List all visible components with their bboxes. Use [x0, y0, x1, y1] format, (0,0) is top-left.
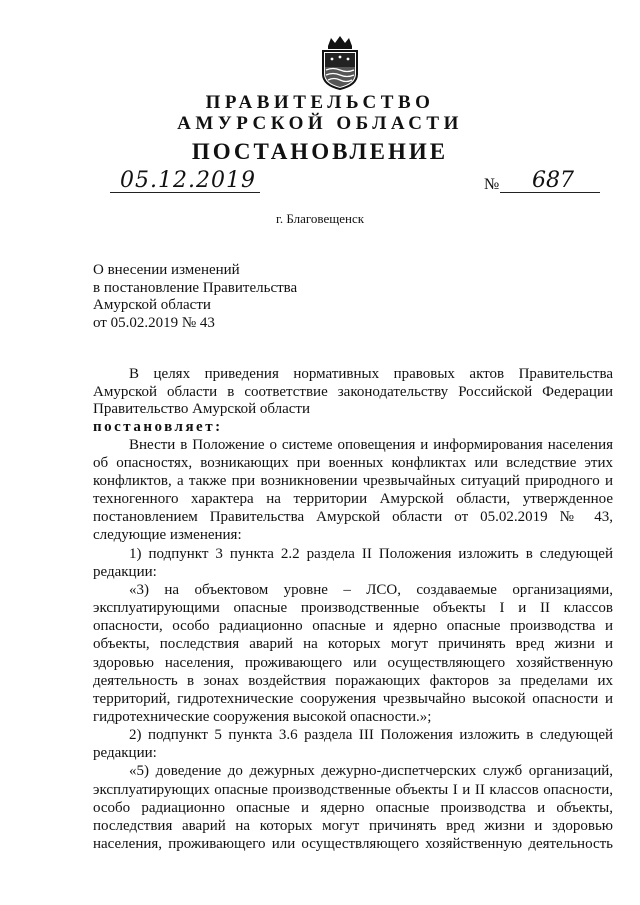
body-line: гидротехнические сооружения высокой опасности.»;: [93, 709, 432, 725]
body-line: техногенного характера на территории Амурской области, утвержденное: [93, 491, 613, 507]
subject-line: от 05.02.2019 № 43: [93, 314, 215, 331]
city: г. Благовещенск: [275, 211, 365, 226]
document-number: 687: [532, 168, 574, 193]
body-line: 1) подпункт 3 пункта 2.2 раздела II Положения изложить в следующей: [129, 546, 613, 562]
subject-line: О внесении изменений: [93, 262, 240, 278]
subject-line: Амурской области: [93, 297, 211, 314]
body-line: объекты, последствия аварий на которых могут причинять вред жизни и: [93, 636, 613, 652]
body-line: следующие изменения:: [93, 527, 242, 543]
body-line: Внести в Положение о системе оповещения и информирования населения: [129, 437, 613, 453]
body-line: «5) доведение до дежурных дежурно-диспетчерских служб организаций,: [129, 763, 613, 779]
document-date: 05.12.2019: [120, 168, 256, 193]
body-line: здоровью населения, проживающего или осуществляющего хозяйственную: [93, 655, 613, 671]
body-line: «3) на объектовом уровне – ЛСО, создаваемые организациями,: [129, 582, 613, 598]
body-line: редакции:: [93, 564, 157, 580]
body-line: деятельность в зонах воздействия поражающих факторов за пределами их: [93, 673, 613, 689]
body-line: Правительство Амурской области: [93, 401, 311, 417]
body-line: постановлением Правительства Амурской области от 05.02.2019 № 43,: [93, 509, 613, 525]
body-line: Амурской области в соответствие законодательству Российской Федерации: [93, 384, 613, 400]
date-underline: [110, 192, 260, 193]
number-underline: [500, 192, 600, 193]
body-line: редакции:: [93, 745, 157, 761]
org-name-line2: АМУРСКОЙ ОБЛАСТИ: [177, 113, 463, 134]
body-line: населения, проживающего или осуществляющего хозяйственную деятельность: [93, 836, 613, 852]
body-line: конфликтов, а также при возникновении чрезвычайных ситуаций природного и: [93, 473, 613, 489]
resolution-word: постановляет:: [93, 419, 223, 435]
body-line: 2) подпункт 5 пункта 3.6 раздела III Положения изложить в следующей: [129, 727, 613, 743]
body-line: последствия аварий на которых могут причинять вред жизни и здоровью: [93, 818, 613, 834]
body-line: В целях приведения нормативных правовых актов Правительства: [129, 366, 613, 382]
body-line: особо радиационно опасные и ядерно опасные производства и объекты,: [93, 800, 613, 816]
body-line: эксплуатирующими опасные производственные объекты I и II классов: [93, 600, 613, 616]
body-line: территорий, гидротехнические сооружения чрезвычайно высокой опасности и: [93, 691, 613, 707]
number-label: №: [484, 176, 500, 193]
org-name-line1: ПРАВИТЕЛЬСТВО: [205, 92, 435, 113]
subject-line: в постановление Правительства: [93, 279, 298, 296]
coat-of-arms-icon: [318, 34, 362, 90]
body-line: эксплуатирующих опасные производственные объекты I и II классов опасности,: [93, 782, 613, 798]
document-type: ПОСТАНОВЛЕНИЕ: [191, 139, 449, 164]
document-subject: [93, 262, 297, 332]
body-line: опасности, особо радиационно опасные и ядерно опасные производства и: [93, 618, 613, 634]
body-line: об опасностях, возникающих при военных конфликтах или вследствие этих: [93, 455, 613, 471]
